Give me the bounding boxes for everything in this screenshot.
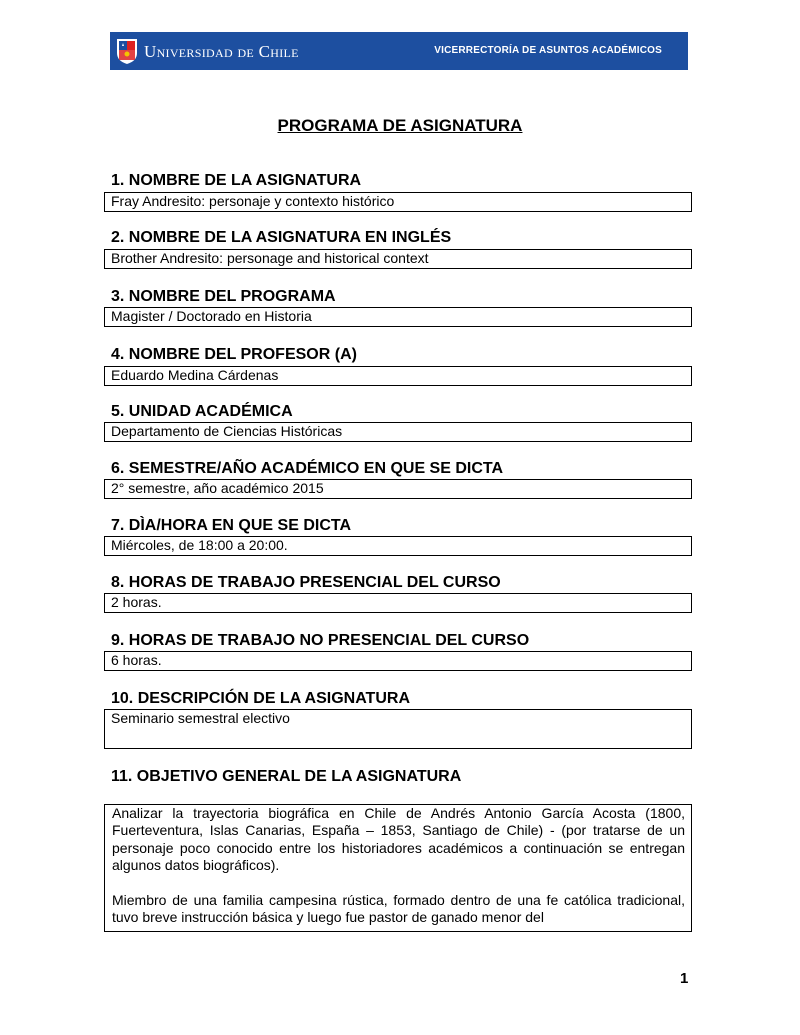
section-value-box: Brother Andresito: personage and historical context [104,249,692,269]
section-heading: 8. HORAS DE TRABAJO PRESENCIAL DEL CURSO [111,574,501,591]
section-value-box: Fray Andresito: personaje y contexto histórico [104,192,692,212]
section-heading: 11. OBJETIVO GENERAL DE LA ASIGNATURA [111,768,462,785]
section-heading: 4. NOMBRE DEL PROFESOR (A) [111,346,357,363]
section-value-box: Eduardo Medina Cárdenas [104,366,692,386]
section-value-box: Seminario semestral electivo [104,709,692,749]
section-value-box: Departamento de Ciencias Históricas [104,422,692,442]
section-value-box: 6 horas. [104,651,692,671]
page-number: 1 [680,970,689,987]
objetivo-general-box [104,804,692,932]
university-name: Universidad de Chile [144,42,299,61]
section-heading: 3. NOMBRE DEL PROGRAMA [111,288,336,305]
university-crest-icon [116,37,138,65]
section-heading: 2. NOMBRE DE LA ASIGNATURA EN INGLÉS [111,229,452,246]
objetivo-paragraph: Miembro de una familia campesina rústica, formado dentro de una fe católica tradicional, tuvo breve instrucción básica y luego fue pastor de ganado menor del [112,891,685,926]
section-heading: 6. SEMESTRE/AÑO ACADÉMICO EN QUE SE DICTA [111,460,504,477]
document-title: PROGRAMA DE ASIGNATURA [277,116,523,135]
objetivo-paragraph: Analizar la trayectoria biográfica en Chile de Andrés Antonio García Acosta (1800, Fuerteventura, Islas Canarias, España – 1853, Santiago de Chile) - (por tratarse de un personaje poco conocido entre los historiadores académicos a continuación se entregan algunos datos biográficos). [112,805,685,874]
section-heading: 1. NOMBRE DE LA ASIGNATURA [111,172,362,189]
section-value-box: 2 horas. [104,593,692,613]
section-value-box: Miércoles, de 18:00 a 20:00. [104,536,692,556]
section-heading: 9. HORAS DE TRABAJO NO PRESENCIAL DEL CURSO [111,632,530,649]
section-heading: 7. DÌA/HORA EN QUE SE DICTA [111,517,352,534]
section-heading: 10. DESCRIPCIÓN DE LA ASIGNATURA [111,690,410,707]
vicerrectoria-label: VICERRECTORÍA DE ASUNTOS ACADÉMICOS [434,45,662,56]
header-banner [110,32,688,70]
section-value-box: Magister / Doctorado en Historia [104,307,692,327]
section-heading: 5. UNIDAD ACADÉMICA [111,403,293,420]
section-value-box: 2° semestre, año académico 2015 [104,479,692,499]
